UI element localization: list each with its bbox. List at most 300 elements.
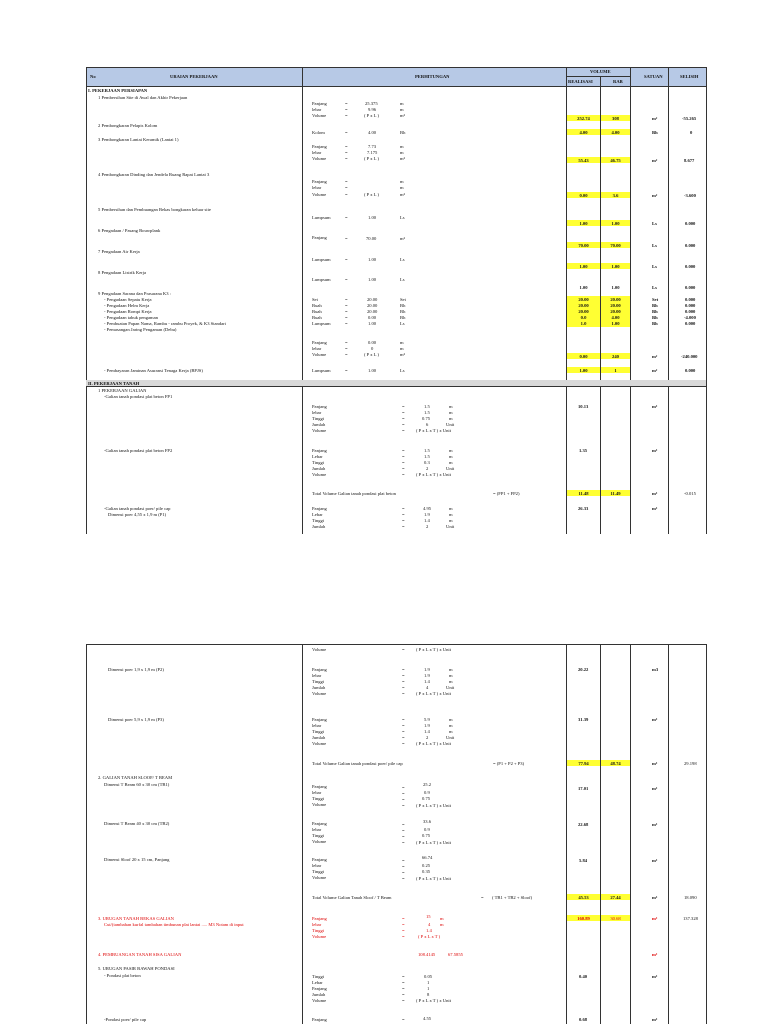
realisasi-value: 20.00	[578, 297, 589, 302]
calc-value: 4	[426, 685, 429, 690]
calc-unit: m²	[400, 156, 405, 161]
calc-unit: m	[400, 150, 404, 155]
calc-formula: ( P x L x T ) x Unit	[416, 876, 451, 881]
calc-eq: =	[345, 113, 348, 118]
item-label: 4 Pembongkaran Dinding dan Jendela Ruang Rapat Lantai 3	[98, 172, 210, 177]
calc-eq: =	[345, 215, 348, 220]
calc-value: 0.3	[424, 460, 430, 465]
calc-value: 9.96	[368, 107, 377, 112]
calc-value: 1.5	[424, 404, 430, 409]
calc-eq: =	[345, 303, 348, 308]
calc-value: 0.75	[422, 416, 431, 421]
calc-eq: =	[345, 352, 348, 357]
item-label: 9 Pengadaan Sarana dan Prasarana K3 :	[98, 291, 171, 296]
col-border	[86, 644, 87, 1024]
calc-eq: =	[345, 309, 348, 314]
item-sublabel: - Pemasangan Jaring Pengaman (Debu)	[104, 327, 177, 332]
calc-eq: =	[402, 858, 405, 863]
satuan-value: m³	[652, 506, 658, 511]
calc-label: Tinggi	[312, 518, 325, 523]
calc-unit: m	[449, 679, 453, 684]
calc-eq: =	[402, 717, 405, 722]
item-sublabel: -Galian tanah pondasi poer/ pile cap	[104, 506, 171, 511]
item-sublabel: Dimensi T Beam 40 x 30 cm (TB2)	[104, 821, 170, 826]
calc-value: 4.00	[368, 130, 377, 135]
calc-label: Jumlah	[312, 422, 326, 427]
rab-value: 46.75	[610, 158, 621, 163]
col-border	[706, 67, 707, 534]
calc-eq: =	[402, 518, 405, 523]
calc-unit: Ls	[400, 277, 405, 282]
realisasi-value: 4.00	[579, 130, 588, 135]
calc-unit: m	[449, 673, 453, 678]
calc-formula: ( P x L )	[364, 352, 379, 357]
rab-value: 3.6	[612, 193, 619, 198]
calc-eq: =	[345, 368, 348, 373]
calc-label: Lumpsum	[312, 321, 331, 326]
item-sublabel: Dimensi poer 1,9 x 1,9 m (P2)	[108, 667, 164, 672]
item-sublabel: - Pembuatan Papan Nama, Rambu - rambu Proyek, & K3 Standart	[104, 321, 226, 326]
calc-label: Tinggi	[312, 729, 325, 734]
header-uraian: URAIAN PEKERJAAN	[170, 74, 218, 79]
calc-unit: Ls	[400, 368, 405, 373]
calc-value: 1.00	[368, 257, 377, 262]
calc-eq: =	[402, 870, 405, 875]
calc-label: Panjang	[312, 821, 327, 826]
calc-label: lebar	[312, 410, 322, 415]
calc-eq: =	[402, 735, 405, 740]
satuan-value: Ls	[652, 285, 657, 290]
calc-unit: Ls	[400, 321, 405, 326]
calc-value: 0.75	[422, 796, 431, 801]
header-perhitungan: PERHITUNGAN	[415, 74, 450, 79]
calc-label: Volume	[312, 875, 327, 880]
satuan-value: Bh	[652, 130, 658, 135]
calc-value: 1.4	[424, 679, 430, 684]
satuan-value: m³	[652, 761, 658, 766]
calc-value: 2	[426, 524, 429, 529]
realisasi-value: 1.0	[580, 321, 587, 326]
calc-formula: ( P x L x T ) x Unit	[416, 472, 451, 477]
calc-formula: ( P x L x T )	[418, 934, 441, 939]
calc-eq: =	[402, 673, 405, 678]
satuan-value: m³	[652, 448, 658, 453]
calc-value: 20.00	[367, 309, 378, 314]
calc-label: Lumpsum	[312, 257, 331, 262]
calc-label: Lumpsum	[312, 277, 331, 282]
calc-label: Panjang	[312, 448, 327, 453]
calc-eq: =	[402, 729, 405, 734]
header-satuan: SATUAN	[644, 74, 663, 79]
realisasi-value: 22.68	[578, 822, 589, 827]
selisih-value: 0.000	[685, 243, 696, 248]
selisih-value: 29.198	[684, 761, 697, 766]
calc-formula: ( P x L )	[364, 192, 379, 197]
calc-label: Panjang	[312, 235, 327, 240]
realisasi-value: 1.00	[579, 285, 588, 290]
calc-eq: =	[402, 916, 405, 921]
satuan-value: m³	[652, 916, 658, 921]
calc-value: 15	[426, 914, 431, 919]
calc-eq: =	[402, 834, 405, 839]
calc-label: Panjang	[312, 667, 327, 672]
selisih-value: 0.000	[685, 221, 696, 226]
calc-eq: =	[402, 980, 405, 985]
calc-eq: =	[402, 466, 405, 471]
satuan-value: Ls	[652, 221, 657, 226]
satuan-value: m²	[652, 354, 658, 359]
satuan-value: m³	[652, 952, 658, 957]
total-label: Total Volume Galian Tanah Sloof / T Beam	[312, 895, 392, 900]
satuan-value: m³	[652, 491, 658, 496]
selisih-value: 0.000	[685, 297, 696, 302]
header-selisih: SELISIH	[680, 74, 699, 79]
calc-unit: m²	[400, 192, 405, 197]
calc-label: Panjang	[312, 916, 327, 921]
selisih-value: -240.000	[681, 354, 698, 359]
calc-eq: =	[402, 741, 405, 746]
realisasi-value: 17.01	[578, 786, 589, 791]
calc-unit: Unit	[446, 524, 455, 529]
selisih-value: 137.328	[683, 916, 698, 921]
calc-label: Volume	[312, 192, 327, 197]
calc-value: 4.55	[423, 1016, 432, 1021]
satuan-value: m3	[652, 667, 659, 672]
calc-unit: m	[449, 518, 453, 523]
realisasi-value: 11.48	[578, 491, 589, 496]
calc-formula: ( P x L )	[364, 156, 379, 161]
selisih-value: -55.265	[682, 116, 697, 121]
calc-formula: ( P x L x T ) x Unit	[416, 998, 451, 1003]
calc-label: Panjang	[312, 1017, 327, 1022]
realisasi-value: 26.33	[578, 506, 589, 511]
rab-value: 70.00	[610, 243, 621, 248]
selisih-value: 8.677	[684, 158, 695, 163]
calc-unit: Ls	[400, 257, 405, 262]
col-border	[566, 644, 567, 1024]
item-sublabel: -Galian tanah pondasi plat beton FP2	[104, 448, 173, 453]
satuan-value: m³	[652, 404, 658, 409]
section-line	[86, 386, 706, 387]
realisasi-value: 1.00	[579, 368, 588, 373]
calc-unit: Bh	[400, 303, 406, 308]
satuan-value: m³	[652, 858, 658, 863]
selisih-value: 0	[690, 130, 693, 135]
calc-label: Volume	[312, 113, 327, 118]
header-top-border	[86, 67, 706, 68]
calc-eq: =	[345, 297, 348, 302]
calc-value: 1.9	[424, 667, 430, 672]
calc-eq: =	[402, 416, 405, 421]
satuan-value: m²	[652, 193, 658, 198]
calc-eq: =	[402, 828, 405, 833]
satuan-value: Ls	[652, 243, 657, 248]
calc-label: Buah	[312, 315, 322, 320]
header-realisasi: REALISASI	[568, 79, 593, 84]
calc-value: 0.9	[424, 790, 430, 795]
item-sublabel: -Galian tanah pondasi plat beton FP1	[104, 394, 173, 399]
calc-eq: =	[402, 422, 405, 427]
calc-unit: Set	[400, 297, 406, 302]
item-sublabel: -Pondasi poer/ pile cap	[104, 1017, 147, 1022]
item-sublabel: Dimensi T Beam 60 x 30 cm (TB1)	[104, 782, 170, 787]
calc-eq: =	[402, 822, 405, 827]
realisasi-value: 10.13	[578, 404, 589, 409]
col-border	[706, 644, 707, 1024]
item-label: 5. URUGAN PASIR BAWAH PONDASI	[98, 966, 175, 971]
col-border	[86, 67, 87, 534]
rab-value: 4.00	[611, 315, 620, 320]
item-sublabel: - Pengadaan Helm Kerja	[104, 303, 150, 308]
calc-eq: =	[345, 346, 348, 351]
calc-eq: =	[402, 723, 405, 728]
calc-label: Tinggi	[312, 869, 325, 874]
calc-eq: =	[481, 895, 484, 900]
calc-unit: m	[449, 667, 453, 672]
calc-label: lebar	[312, 150, 322, 155]
calc-unit: m	[400, 185, 404, 190]
calc-value: 0.75	[422, 833, 431, 838]
item-label: 6 Pengadaan / Pasang Bouwplank	[98, 228, 161, 233]
calc-eq: =	[402, 448, 405, 453]
calc-eq: =	[402, 803, 405, 808]
calc-eq: =	[345, 130, 348, 135]
calc-unit: m	[400, 101, 404, 106]
item-label: 5 Pembersihan dan Pembuangan Bekas bongkaran keluar site	[98, 207, 211, 212]
calc-value: 0.00	[368, 340, 377, 345]
satuan-value: Ls	[652, 264, 657, 269]
satuan-value: m²	[652, 368, 658, 373]
calc-label: Buah	[312, 309, 322, 314]
calc-eq: =	[402, 512, 405, 517]
calc-value: 1.00	[368, 321, 377, 326]
calc-label: Tinggi	[312, 974, 325, 979]
realisasi-value: 31.39	[578, 717, 589, 722]
item-label: 1 Pembersihan Site di Awal dan Akhir Pekerjaan	[98, 95, 188, 100]
calc-value: 108.4145	[418, 952, 436, 957]
calc-unit: m	[440, 916, 444, 921]
col-border	[668, 644, 669, 1024]
rab-value: 1.00	[611, 285, 620, 290]
calc-unit: Ls	[400, 215, 405, 220]
calc-eq: =	[345, 150, 348, 155]
calc-eq: =	[402, 840, 405, 845]
rab-value: 1	[614, 368, 617, 373]
calc-eq: =	[402, 785, 405, 790]
calc-value: 1.5	[424, 454, 430, 459]
calc-eq: =	[402, 404, 405, 409]
rab-value: 20.00	[610, 303, 621, 308]
total-formula: = (P1 + P2 + P3)	[493, 761, 525, 766]
realisasi-value: 20.00	[578, 303, 589, 308]
calc-eq: =	[345, 315, 348, 320]
calc-value: 1.9	[424, 673, 430, 678]
header-rab: RAB	[613, 79, 623, 84]
calc-label: lebar	[312, 723, 322, 728]
calc-label: Jumlah	[312, 992, 326, 997]
calc-value: 2	[426, 735, 429, 740]
calc-label: Panjang	[312, 404, 327, 409]
calc-eq: =	[345, 179, 348, 184]
calc-label: Volume	[312, 428, 327, 433]
satuan-value: Bh	[652, 321, 658, 326]
satuan-value: Bh	[652, 309, 658, 314]
calc-value: 25.2	[423, 782, 432, 787]
col-border	[302, 67, 303, 534]
calc-label: Lebar	[312, 454, 323, 459]
calc-unit: m	[449, 717, 453, 722]
calc-eq: =	[345, 156, 348, 161]
rab-value: 1.00	[611, 321, 620, 326]
calc-eq: =	[402, 428, 405, 433]
satuan-value: m³	[652, 717, 658, 722]
calc-label: Volume	[312, 156, 327, 161]
calc-value: 6	[426, 422, 429, 427]
calc-eq: =	[345, 185, 348, 190]
calc-label: lebar	[312, 185, 322, 190]
calc-eq: =	[402, 998, 405, 1003]
calc-eq: =	[402, 506, 405, 511]
calc-value: 66.74	[422, 855, 433, 860]
calc-label: Panjang	[312, 857, 327, 862]
calc-label: lebar	[312, 827, 322, 832]
calc-label: Jumlah	[312, 524, 326, 529]
calc-label: lebar	[312, 863, 322, 868]
calc-value: 20.00	[367, 297, 378, 302]
calc-eq: =	[402, 876, 405, 881]
calc-unit: m²	[400, 236, 405, 241]
calc-formula: ( P x L x T ) x Unit	[416, 840, 451, 845]
calc-label: Buah	[312, 303, 322, 308]
rab-value: 20.00	[610, 309, 621, 314]
item-label: 2. GALIAN TANAH SLOOF/ T BEAM	[98, 775, 173, 780]
calc-eq: =	[345, 236, 348, 241]
calc-value: 0.9	[424, 827, 430, 832]
calc-eq: =	[402, 1017, 405, 1022]
calc-label: Tinggi	[312, 679, 325, 684]
col-border	[302, 644, 303, 1024]
total-formula: = (FP1 + FP2)	[493, 491, 520, 496]
rab-value: 240	[612, 354, 619, 359]
calc-label: Jumlah	[312, 685, 326, 690]
calc-label: Jumlah	[312, 466, 326, 471]
calc-label: lebar	[312, 790, 322, 795]
calc-value: 5.9	[424, 717, 430, 722]
calc-value: 8	[427, 992, 430, 997]
realisasi-value: 0.40	[579, 974, 588, 979]
col-border	[630, 67, 631, 534]
calc-label: Tinggi	[312, 928, 325, 933]
calc-value: 0.35	[422, 869, 431, 874]
realisasi-value: 1.35	[579, 448, 588, 453]
calc-eq: =	[402, 524, 405, 529]
rab-value: 48.74	[610, 761, 621, 766]
calc-value: 1.5	[424, 448, 430, 453]
item-label: 8 Pengadaan Listrik Kerja	[98, 270, 147, 275]
item-note: Cut/(tambahan kurfal tambahan timbunan plat lantai ..... M3 Notam di input	[104, 922, 244, 927]
calc-value: 1.00	[368, 215, 377, 220]
calc-eq: =	[402, 922, 405, 927]
calc-formula: ( P x L x T ) x Unit	[416, 647, 451, 652]
calc-eq: =	[402, 928, 405, 933]
rab-value: 308	[612, 116, 619, 121]
calc-value: 1.4	[426, 928, 432, 933]
calc-label: Tinggi	[312, 833, 325, 838]
item-sublabel: Dimensi poer 5,9 x 1,9 m (P3)	[108, 717, 164, 722]
calc-unit: Unit	[446, 422, 455, 427]
selisih-value: -4.000	[684, 315, 696, 320]
calc-value: 1.5	[424, 410, 430, 415]
calc-value: 67.5855	[448, 952, 463, 957]
calc-eq: =	[345, 321, 348, 326]
calc-eq: =	[402, 460, 405, 465]
header-no: No	[90, 74, 96, 79]
calc-label: Volume	[312, 839, 327, 844]
calc-label: Tinggi	[312, 416, 325, 421]
calc-value: 0	[371, 346, 374, 351]
satuan-value: Bh	[652, 315, 658, 320]
realisasi-value: 0.0	[580, 315, 587, 320]
calc-value: 33.6	[423, 819, 432, 824]
item-label: 7 Pengadaan Air Kerja	[98, 249, 140, 254]
item-sublabel: - Pengadaan tabuk pengaman	[104, 315, 158, 320]
item-label: 1 PEKERJAAN GALIAN	[98, 388, 147, 393]
section-title: II. PEKERJAAN TANAH	[88, 381, 140, 386]
header-volume-divider	[566, 76, 630, 77]
rab-value: 20.00	[610, 297, 621, 302]
col-border	[600, 644, 601, 1024]
calc-eq: =	[402, 864, 405, 869]
item-label: 2 Pembongkaran Pelapis Kolom	[98, 123, 158, 128]
realisasi-value: 20.00	[578, 309, 589, 314]
calc-value: 7.175	[367, 150, 378, 155]
selisih-value: 18.090	[684, 895, 697, 900]
calc-value: 0.25	[422, 863, 431, 868]
selisih-value: -0.015	[684, 491, 696, 496]
calc-unit: m	[400, 107, 404, 112]
calc-label: Panjang	[312, 340, 327, 345]
realisasi-value: 70.00	[578, 243, 589, 248]
calc-eq: =	[402, 791, 405, 796]
calc-label: Lumpsum	[312, 368, 331, 373]
calc-unit: m	[449, 404, 453, 409]
header-volume: VOLUME	[590, 69, 611, 74]
item-label: 3 Pembongkaran Lantai Keramik (Lantai 1)	[98, 137, 179, 142]
selisih-value: -3.600	[684, 193, 696, 198]
calc-unit: m²	[400, 113, 405, 118]
rab-value: 11.49	[610, 491, 621, 496]
satuan-value: m³	[652, 822, 658, 827]
calc-unit: m	[400, 340, 404, 345]
calc-eq: =	[402, 986, 405, 991]
selisih-value: 0.000	[685, 285, 696, 290]
rab-value: 30.68	[610, 916, 621, 921]
calc-eq: =	[402, 797, 405, 802]
realisasi-value: 0.00	[579, 354, 588, 359]
satuan-value: m²	[652, 116, 658, 121]
selisih-value: 0.000	[685, 303, 696, 308]
calc-unit: Unit	[446, 685, 455, 690]
realisasi-value: 0.68	[579, 1017, 588, 1022]
calc-label: Panjang	[312, 506, 327, 511]
section-title: I. PEKERJAAN PERSIAPAN	[88, 88, 148, 93]
realisasi-value: 5.84	[579, 858, 588, 863]
item-label: - Pembayaran Jaminan Asuransi Tenaga Kerja (BPJS)	[104, 368, 203, 373]
calc-label: lebar	[312, 922, 322, 927]
item-sublabel: - Pondasi plat beton	[104, 973, 141, 978]
calc-value: 1	[427, 986, 430, 991]
calc-unit: Bh	[400, 309, 406, 314]
